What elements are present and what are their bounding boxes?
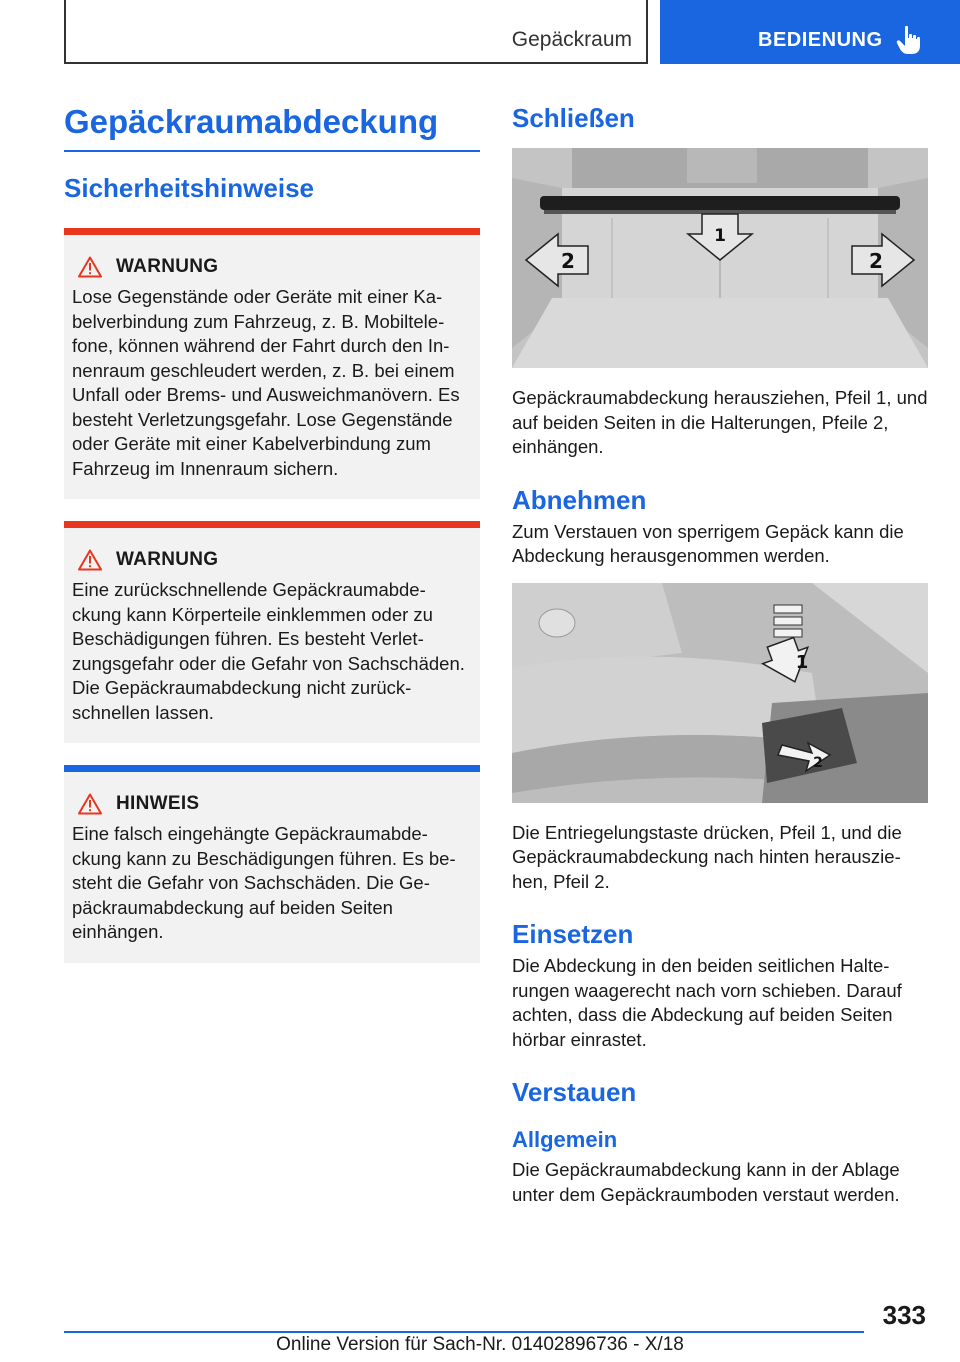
- caption-remove: Die Entriegelungstaste drücken, Pfeil 1, und die Gepäckraumabdeckung nach hinten herauszie-hen, Pfeil 2.: [512, 821, 902, 892]
- notice-title: WARNUNG: [116, 256, 219, 277]
- section-heading-insert: Einsetzen: [512, 919, 634, 949]
- warning-triangle-icon: [78, 256, 102, 278]
- text-remove: Zum Verstauen von sperrigem Gepäck kann die Abdeckung herausgenommen werden.: [512, 520, 904, 566]
- notice-text: Eine zurückschnellende Gepäckraumabde-ckung kann Körperteile einklemmen oder zu Beschädigungen führen. Es besteht Verlet-zungsgefahr oder die Gefahr von Sachschäden. Die Gepäckraumabdeckung nicht zurück-schnellen lassen.: [72, 579, 465, 723]
- caption-close: Gepäckraumabdeckung herausziehen, Pfeil 1, und auf beiden Seiten in die Halterungen, Pfeile 2, einhängen.: [512, 387, 928, 457]
- right-column: [512, 100, 928, 1207]
- header-section-box: [64, 0, 648, 64]
- notice-text: Lose Gegenstände oder Geräte mit einer Ka-belverbindung zum Fahrzeug, z. B. Mobiltele-fone, können während der Fahrt durch den In-nenraum geschleudert werden, z. B. bei einem Unfall oder Brems- und Ausweichmanövern. Es besteht Verletzungsgefahr. Lose Gegenstände oder Geräte mit einer Kabelverbindung zum Fahrzeug im Innenraum sichern.: [72, 286, 460, 479]
- notice-text: Eine falsch eingehängte Gepäckraumabde-ckung kann zu Beschädigungen führen. Es be-steht die Gefahr von Sachschäden. Die Ge-päckraumabdeckung auf beiden Seiten einhängen.: [72, 823, 456, 942]
- header-chapter-box: [660, 0, 960, 64]
- header-section-title: Gepäckraum: [511, 28, 632, 51]
- illustration-cover-pull-out: [512, 148, 928, 368]
- text-insert: Die Abdeckung in den beiden seitlichen Halte-rungen waagerecht nach vorn schieben. Darauf achten, dass die Abdeckung auf beiden Seiten hörbar einrastet.: [512, 955, 902, 1050]
- page-number: 333: [882, 1300, 926, 1330]
- arrow-label-1: 1: [795, 651, 809, 673]
- section-heading-stow: Verstauen: [512, 1077, 637, 1107]
- header-chapter-title: BEDIENUNG: [758, 29, 883, 51]
- section-heading-safety: Sicherheitshinweise: [64, 173, 314, 203]
- page-title: Gepäckraumabdeckung: [64, 100, 480, 152]
- section-heading-close: Schließen: [512, 103, 635, 133]
- text-stow: Die Gepäckraumabdeckung kann in der Ablage unter dem Gepäckraumboden verstaut werden.: [512, 1159, 900, 1205]
- illustration-cover-remove: [512, 583, 928, 803]
- warning-notice-2: [64, 521, 480, 743]
- notice-title: WARNUNG: [116, 549, 219, 570]
- arrow-label-2: 2: [813, 754, 823, 771]
- subsection-heading-general: Allgemein: [512, 1127, 618, 1152]
- left-column: [64, 100, 480, 963]
- warning-notice-1: [64, 228, 480, 499]
- section-heading-remove: Abnehmen: [512, 484, 647, 515]
- notice-title: HINWEIS: [116, 793, 200, 814]
- footer-divider: [64, 1331, 864, 1333]
- hand-pointer-icon: [896, 25, 922, 55]
- arrow-label-2-right: 2: [869, 249, 883, 273]
- arrow-label-2-left: 2: [561, 249, 575, 273]
- warning-triangle-icon: [78, 549, 102, 571]
- arrow-label-1: 1: [714, 226, 726, 246]
- warning-triangle-icon: [78, 793, 102, 815]
- footer-text: Online Version für Sach-Nr. 01402896736 - X/18: [276, 1334, 684, 1355]
- hint-notice: [64, 765, 480, 963]
